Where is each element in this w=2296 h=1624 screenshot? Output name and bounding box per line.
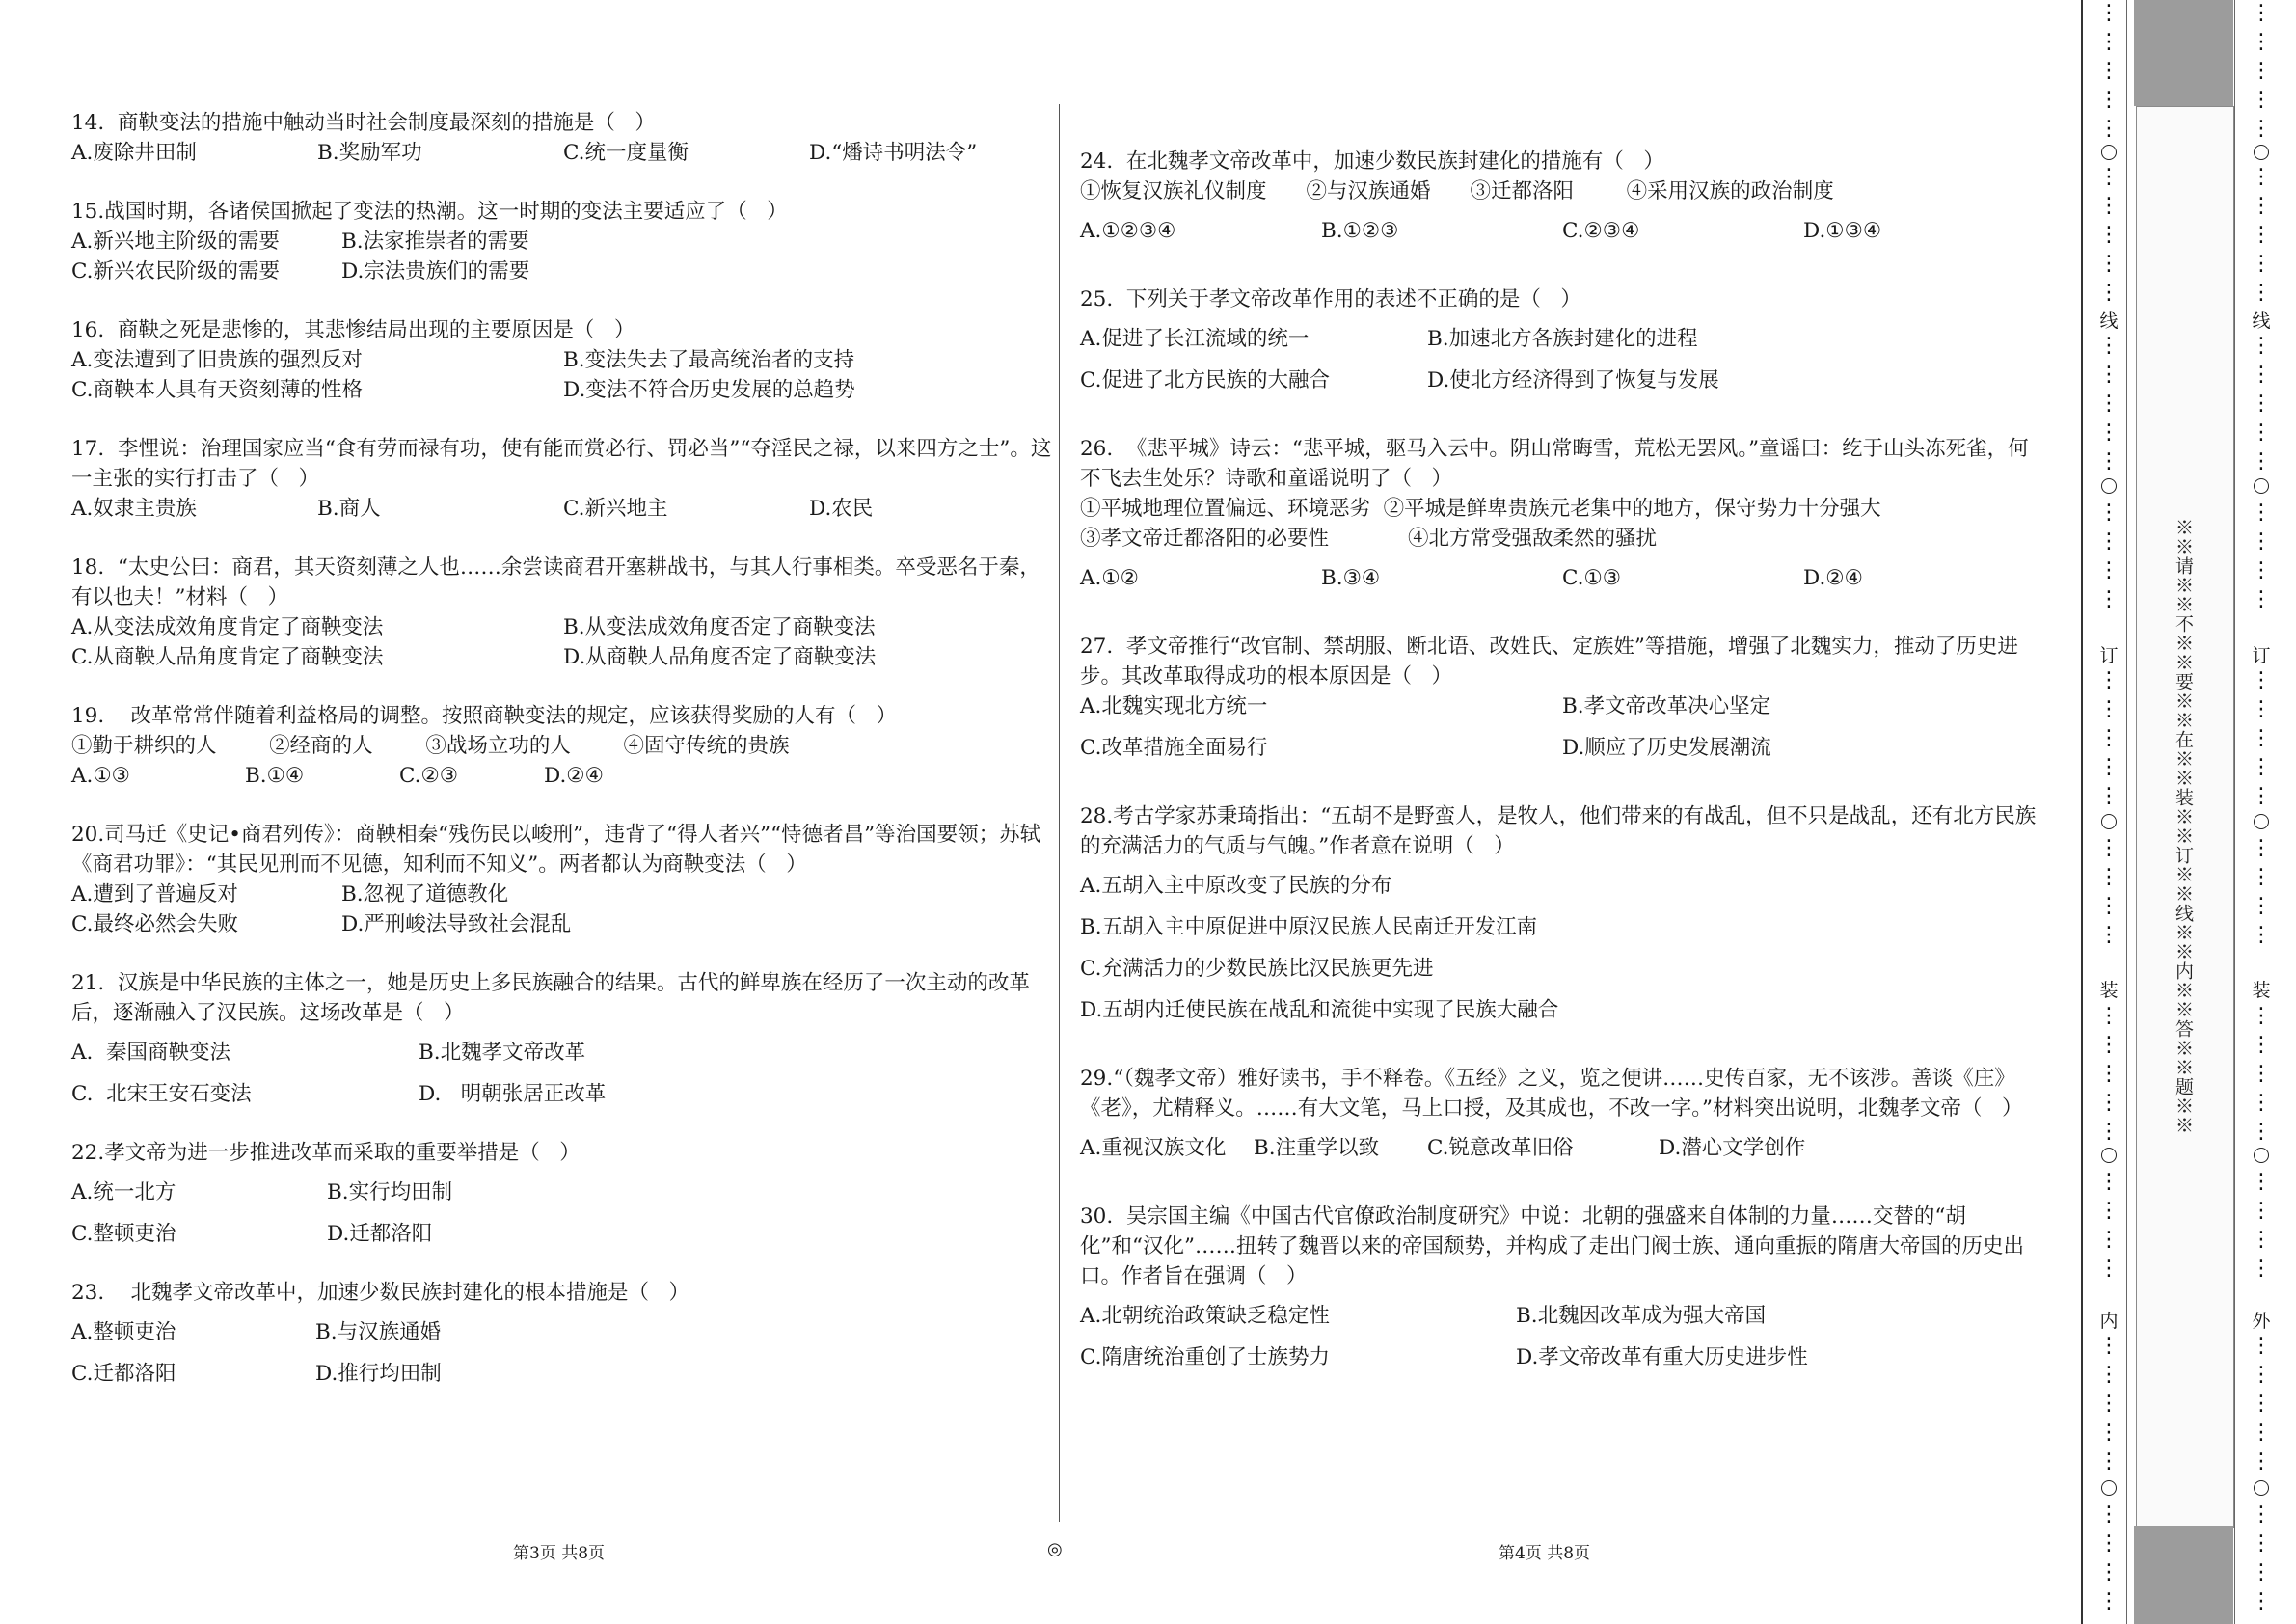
dotted-cut-line: ⋮ [2251, 1257, 2272, 1281]
footer-mark: ◎ [1047, 1539, 1063, 1559]
answer-option: C.充满活力的少数民族比汉民族更先进 [1080, 957, 1434, 981]
answer-option: A.促进了长江流域的统一 [1080, 327, 1310, 351]
dotted-cut-line: ⋮ [2251, 1589, 2272, 1613]
answer-option: D.顺应了历史发展潮流 [1562, 736, 1771, 760]
answer-option: A.北魏实现北方统一 [1080, 694, 1268, 718]
binding-label: 线 [2247, 307, 2276, 333]
answer-options [1080, 1133, 2044, 1163]
dotted-cut-line: ⋮ [2098, 392, 2120, 416]
answer-option: C.②③④ [1562, 219, 1640, 243]
binding-border [2081, 0, 2083, 1624]
answer-option: D. 明朝张居正改革 [419, 1082, 607, 1106]
dotted-cut-line: ⋮ [2098, 59, 2120, 83]
answer-options [71, 138, 1055, 168]
dotted-cut-line: ⋮ [2251, 117, 2272, 141]
binding-hole-circle [2254, 478, 2269, 494]
question-stem: 16. 商鞅之死是悲惨的，其悲惨结局出现的主要原因是（ ） [71, 318, 635, 342]
dotted-cut-line: ⋮ [2098, 1531, 2120, 1556]
dotted-cut-line: ⋮ [2098, 1, 2120, 25]
answer-option: C.新兴地主 [563, 497, 668, 521]
answer-option: C.从商鞅人品角度肯定了商鞅变法 [71, 645, 384, 669]
answer-options [71, 1317, 1055, 1389]
binding-label: 订 [2247, 641, 2276, 667]
answer-option: D.使北方经济得到了恢复与发展 [1427, 368, 1719, 392]
answer-option: B.商人 [317, 497, 381, 521]
answer-option: A.重视汉族文化 [1080, 1136, 1227, 1160]
dotted-cut-line: ⋮ [2098, 1502, 2120, 1527]
answer-option: A. 秦国商鞅变法 [71, 1041, 231, 1065]
question-block [71, 968, 1055, 1109]
question-stem: 20.司马迁《史记•商君列传》：商鞅相秦“残伤民以峻刑”，违背了“得人者兴”“恃德者昌”等治国要领；苏轼《商君功罪》：“其民见刑而不见德，知利而不知义”。两者都认为商鞅变法（ ） [71, 823, 1041, 877]
dotted-cut-line: ⋮ [2251, 558, 2272, 582]
dotted-cut-line: ⋮ [2251, 1062, 2272, 1086]
question-block [71, 553, 1055, 672]
question-statements: ①平城地理位置偏远、环境恶劣 ②平城是鲜卑贵族元老集中的地方，保守势力十分强大 [1080, 497, 1881, 521]
question-block [1080, 284, 2044, 395]
dotted-cut-line: ⋮ [2251, 1199, 2272, 1223]
dotted-cut-line: ⋮ [2251, 697, 2272, 721]
answer-option: B.①②③ [1321, 219, 1399, 243]
answer-options [71, 761, 1055, 791]
question-stem: 25. 下列关于孝文帝改革作用的表述不正确的是（ ） [1080, 287, 1581, 311]
dotted-cut-line: ⋮ [2251, 1228, 2272, 1252]
answer-option: B.注重学以致 [1254, 1136, 1380, 1160]
dotted-cut-line: ⋮ [2098, 117, 2120, 141]
dotted-cut-line: ⋮ [2251, 1004, 2272, 1028]
answer-option: D.严刑峻法导致社会混乱 [341, 912, 572, 936]
answer-option: A.①③ [71, 764, 130, 788]
answer-options [71, 880, 1055, 939]
dotted-cut-line: ⋮ [2251, 363, 2272, 387]
no-answer-notice: ※※请※※不※※要※※在※※装※※订※※线※※内※※答※※题※※ [2173, 518, 2194, 1135]
question-stem: 18. “太史公曰：商君，其天资刻薄之人也……余尝读商君开塞耕战书，与其人行事相类。卒受恶名于秦，有以也夫！”材料（ ） [71, 555, 1040, 609]
answer-option: B.③④ [1321, 566, 1381, 590]
binding-label: 订 [2094, 641, 2123, 667]
dotted-cut-line: ⋮ [2251, 894, 2272, 918]
dotted-cut-line: ⋮ [2098, 1033, 2120, 1057]
answer-option: D.农民 [809, 497, 874, 521]
dotted-cut-line: ⋮ [2251, 334, 2272, 358]
dotted-cut-line: ⋮ [2251, 1560, 2272, 1584]
binding-rule-outer [2234, 0, 2235, 1624]
answer-option: C.改革措施全面易行 [1080, 736, 1268, 760]
dotted-cut-line: ⋮ [2098, 865, 2120, 889]
question-block [71, 820, 1055, 939]
question-block [1080, 1202, 2044, 1372]
dotted-cut-line: ⋮ [2251, 165, 2272, 189]
dotted-cut-line: ⋮ [2251, 223, 2272, 247]
question-block [1080, 434, 2044, 593]
question-stem: 26. 《悲平城》诗云：“悲平城，驱马入云中。阴山常晦雪，荒松无罢风。”童谣曰：纥于山头冻死雀，何不飞去生处乐？诗歌和童谣说明了（ ） [1080, 437, 2029, 491]
answer-option: C.迁都洛阳 [71, 1362, 176, 1386]
question-block [1080, 1064, 2044, 1163]
dotted-cut-line: ⋮ [2251, 449, 2272, 474]
dotted-cut-line: ⋮ [2251, 59, 2272, 83]
dotted-cut-line: ⋮ [2251, 587, 2272, 611]
binding-hole-circle [2101, 814, 2117, 829]
dotted-cut-line: ⋮ [2251, 1449, 2272, 1474]
dotted-cut-line: ⋮ [2098, 165, 2120, 189]
answer-options [71, 227, 1055, 286]
page-number-left: 第3页 共8页 [513, 1544, 606, 1563]
answer-option: B.奖励军功 [317, 141, 422, 165]
dotted-cut-line: ⋮ [2098, 894, 2120, 918]
answer-option: B.孝文帝改革决心坚定 [1562, 694, 1771, 718]
dotted-cut-line: ⋮ [2251, 1363, 2272, 1387]
dotted-cut-line: ⋮ [2251, 252, 2272, 276]
question-stem: 21. 汉族是中华民族的主体之一，她是历史上多民族融合的结果。古代的鲜卑族在经历了一次主动的改革后，逐渐融入了汉民族。这场改革是（ ） [71, 971, 1030, 1025]
binding-gray-block-top [2134, 0, 2233, 106]
answer-option: B.从变法成效角度否定了商鞅变法 [563, 615, 876, 639]
dotted-cut-line: ⋮ [2251, 668, 2272, 692]
answer-options [71, 494, 1055, 524]
dotted-cut-line: ⋮ [2098, 1004, 2120, 1028]
question-statements: ③孝文帝迁都洛阳的必要性 ④北方常受强敌柔然的骚扰 [1080, 527, 1658, 551]
question-statements: ①勤于耕织的人 ②经商的人 ③战场立功的人 ④固守传统的贵族 [71, 734, 790, 758]
dotted-cut-line: ⋮ [2098, 1091, 2120, 1115]
answer-option: B.法家推崇者的需要 [341, 230, 529, 254]
dotted-cut-line: ⋮ [2098, 1257, 2120, 1281]
dotted-cut-line: ⋮ [2098, 252, 2120, 276]
answer-option: A.奴隶主贵族 [71, 497, 197, 521]
dotted-cut-line: ⋮ [2098, 501, 2120, 525]
dotted-cut-line: ⋮ [2098, 668, 2120, 692]
dotted-cut-line: ⋮ [2098, 1334, 2120, 1358]
answer-option: A.废除井田制 [71, 141, 197, 165]
dotted-cut-line: ⋮ [2251, 784, 2272, 808]
answer-option: A.五胡入主中原改变了民族的分布 [1080, 874, 1392, 898]
dotted-cut-line: ⋮ [2098, 1421, 2120, 1445]
dotted-cut-line: ⋮ [2251, 30, 2272, 54]
dotted-cut-line: ⋮ [2098, 923, 2120, 947]
dotted-cut-line: ⋮ [2098, 88, 2120, 112]
question-block [1080, 147, 2044, 246]
column-divider [1059, 104, 1060, 1522]
answer-option: B.五胡入主中原促进中原汉民族人民南迁开发江南 [1080, 915, 1538, 939]
dotted-cut-line: ⋮ [2098, 449, 2120, 474]
answer-option: D.宗法贵族们的需要 [341, 259, 530, 284]
dotted-cut-line: ⋮ [2098, 1449, 2120, 1474]
answer-option: D.五胡内迁使民族在战乱和流徙中实现了民族大融合 [1080, 998, 1559, 1022]
answer-option: D.推行均田制 [315, 1362, 442, 1386]
answer-option: C.促进了北方民族的大融合 [1080, 368, 1331, 392]
answer-option: A.新兴地主阶级的需要 [71, 230, 280, 254]
dotted-cut-line: ⋮ [2251, 88, 2272, 112]
question-stem: 27. 孝文帝推行“改官制、禁胡服、断北语、改姓氏、定族姓”等措施，增强了北魏实力，推动了历史进步。其改革取得成功的根本原因是（ ） [1080, 635, 2018, 689]
answer-options [71, 1177, 1055, 1249]
question-stem: 28.考古学家苏秉琦指出：“五胡不是野蛮人，是牧人，他们带来的有战乱，但不只是战乱，还有北方民族的充满活力的气质与气魄。”作者意在说明（ ） [1080, 804, 2037, 858]
dotted-cut-line: ⋮ [2251, 1170, 2272, 1194]
right-column [1080, 147, 2044, 1411]
dotted-cut-line: ⋮ [2098, 1392, 2120, 1416]
answer-options [1080, 324, 2044, 395]
question-stem: 17. 李悝说：治理国家应当“食有劳而禄有功，使有能而赏必行、罚必当”“夺淫民之禄，以来四方之士”。这一主张的实行打击了（ ） [71, 437, 1052, 491]
answer-option: C. 北宋王安石变法 [71, 1082, 252, 1106]
answer-option: D.孝文帝改革有重大历史进步性 [1516, 1345, 1808, 1369]
dotted-cut-line: ⋮ [2098, 334, 2120, 358]
dotted-cut-line: ⋮ [2098, 1228, 2120, 1252]
dotted-cut-line: ⋮ [2098, 420, 2120, 445]
left-column [71, 108, 1055, 1418]
binding-label: 内 [2094, 1307, 2123, 1333]
dotted-cut-line: ⋮ [2251, 529, 2272, 554]
answer-option: A.①②③④ [1080, 219, 1176, 243]
dotted-cut-line: ⋮ [2098, 194, 2120, 218]
dotted-cut-line: ⋮ [2251, 501, 2272, 525]
page-number-right: 第4页 共8页 [1499, 1544, 1591, 1563]
dotted-cut-line: ⋮ [2251, 1334, 2272, 1358]
question-stem: 23. 北魏孝文帝改革中，加速少数民族封建化的根本措施是（ ） [71, 1281, 690, 1305]
dotted-cut-line: ⋮ [2098, 587, 2120, 611]
question-block [71, 434, 1055, 524]
dotted-cut-line: ⋮ [2251, 194, 2272, 218]
dotted-cut-line: ⋮ [2251, 726, 2272, 750]
binding-label: 外 [2247, 1307, 2276, 1333]
answer-option: C.②③ [399, 764, 459, 788]
question-block [71, 1138, 1055, 1249]
answer-option: C.最终必然会失败 [71, 912, 239, 936]
binding-hole-circle [2254, 1480, 2269, 1496]
answer-options [1080, 216, 2044, 246]
question-block [1080, 801, 2044, 1025]
dotted-cut-line: ⋮ [2098, 1170, 2120, 1194]
answer-option: A.整顿吏治 [71, 1320, 176, 1344]
binding-gray-block-bottom [2134, 1526, 2233, 1624]
answer-option: D.“燔诗书明法令” [809, 141, 978, 165]
answer-option: D.②④ [544, 764, 604, 788]
answer-option: D.从商鞅人品角度否定了商鞅变法 [563, 645, 877, 669]
answer-options [1080, 871, 2044, 1025]
dotted-cut-line: ⋮ [2098, 30, 2120, 54]
question-statements: ①恢复汉族礼仪制度 ②与汉族通婚 ③迁都洛阳 ④采用汉族的政治制度 [1080, 179, 1834, 203]
binding-rule-inner [2126, 0, 2127, 1624]
answer-option: C.整顿吏治 [71, 1222, 176, 1246]
binding-hole-circle [2254, 814, 2269, 829]
answer-option: A.遭到了普遍反对 [71, 882, 238, 907]
answer-option: D.②④ [1803, 566, 1863, 590]
dotted-cut-line: ⋮ [2251, 281, 2272, 305]
dotted-cut-line: ⋮ [2251, 1033, 2272, 1057]
answer-option: B.实行均田制 [327, 1180, 453, 1204]
dotted-cut-line: ⋮ [2098, 697, 2120, 721]
answer-option: B.加速北方各族封建化的进程 [1427, 327, 1698, 351]
answer-option: B.变法失去了最高统治者的支持 [563, 348, 855, 372]
answer-options [71, 345, 1055, 405]
dotted-cut-line: ⋮ [2098, 1120, 2120, 1144]
dotted-cut-line: ⋮ [2098, 836, 2120, 860]
answer-option: A.①② [1080, 566, 1139, 590]
question-block [71, 108, 1055, 168]
binding-hole-circle [2254, 145, 2269, 160]
answer-options [1080, 691, 2044, 763]
dotted-cut-line: ⋮ [2251, 1531, 2272, 1556]
binding-label: 装 [2094, 976, 2123, 1002]
answer-option: D.变法不符合历史发展的总趋势 [563, 378, 855, 402]
question-block [71, 1278, 1055, 1389]
answer-option: D.①③④ [1803, 219, 1882, 243]
dotted-cut-line: ⋮ [2251, 1120, 2272, 1144]
dotted-cut-line: ⋮ [2251, 865, 2272, 889]
dotted-cut-line: ⋮ [2251, 392, 2272, 416]
dotted-cut-line: ⋮ [2251, 1, 2272, 25]
answer-option: C.商鞅本人具有天资刻薄的性格 [71, 378, 364, 402]
answer-option: C.①③ [1562, 566, 1622, 590]
answer-option: A.北朝统治政策缺乏稳定性 [1080, 1304, 1330, 1328]
answer-options [1080, 563, 2044, 593]
dotted-cut-line: ⋮ [2098, 363, 2120, 387]
binding-label: 线 [2094, 307, 2123, 333]
dotted-cut-line: ⋮ [2251, 923, 2272, 947]
dotted-cut-line: ⋮ [2098, 726, 2120, 750]
answer-option: A.变法遭到了旧贵族的强烈反对 [71, 348, 363, 372]
question-block [1080, 632, 2044, 763]
dotted-cut-line: ⋮ [2251, 1502, 2272, 1527]
answer-option: B.忽视了道德教化 [341, 882, 509, 907]
dotted-cut-line: ⋮ [2098, 1363, 2120, 1387]
question-stem: 30. 吴宗国主编《中国古代官僚政治制度研究》中说：北朝的强盛来自体制的力量……交替的“胡化”和“汉化”……扭转了魏晋以来的帝国颓势，并构成了走出门阀士族、通向重振的隋唐大帝国的历史出口。作者旨在强调（ ） [1080, 1204, 2024, 1288]
binding-hole-circle [2101, 1480, 2117, 1496]
answer-options [1080, 1301, 2044, 1372]
question-stem: 14. 商鞅变法的措施中触动当时社会制度最深刻的措施是（ ） [71, 111, 656, 135]
answer-option: C.统一度量衡 [563, 141, 689, 165]
question-stem: 15.战国时期，各诸侯国掀起了变法的热潮。这一时期的变法主要适应了（ ） [71, 200, 788, 224]
answer-options [71, 1038, 1055, 1109]
answer-option: C.新兴农民阶级的需要 [71, 259, 281, 284]
dotted-cut-line: ⋮ [2098, 558, 2120, 582]
dotted-cut-line: ⋮ [2098, 1062, 2120, 1086]
answer-option: A.从变法成效角度肯定了商鞅变法 [71, 615, 384, 639]
question-stem: 24. 在北魏孝文帝改革中，加速少数民族封建化的措施有（ ） [1080, 149, 1664, 174]
binding-hole-circle [2101, 478, 2117, 494]
question-stem: 29.“（魏孝文帝）雅好读书，手不释卷。《五经》之义，览之便讲……史传百家，无不该涉。善谈《庄》《老》，尤精释义。……有大文笔，马上口授，及其成也，不改一字。”材料突出说明，北魏孝文帝（ ） [1080, 1067, 2023, 1121]
answer-option: B.北魏因改革成为强大帝国 [1516, 1304, 1767, 1328]
dotted-cut-line: ⋮ [2098, 1199, 2120, 1223]
answer-option: C.锐意改革旧俗 [1427, 1136, 1574, 1160]
binding-hole-circle [2254, 1148, 2269, 1163]
answer-option: B.北魏孝文帝改革 [419, 1041, 586, 1065]
answer-options [71, 612, 1055, 672]
question-stem: 22.孝文帝为进一步推进改革而采取的重要举措是（ ） [71, 1141, 581, 1165]
dotted-cut-line: ⋮ [2251, 1421, 2272, 1445]
dotted-cut-line: ⋮ [2251, 1392, 2272, 1416]
dotted-cut-line: ⋮ [2098, 223, 2120, 247]
question-block [71, 701, 1055, 791]
dotted-cut-line: ⋮ [2098, 1560, 2120, 1584]
answer-option: B.①④ [245, 764, 305, 788]
binding-label: 装 [2247, 976, 2276, 1002]
answer-option: D.潜心文学创作 [1659, 1136, 1806, 1160]
dotted-cut-line: ⋮ [2251, 420, 2272, 445]
dotted-cut-line: ⋮ [2098, 784, 2120, 808]
answer-option: B.与汉族通婚 [315, 1320, 442, 1344]
dotted-cut-line: ⋮ [2251, 755, 2272, 779]
question-block [71, 197, 1055, 286]
answer-option: A.统一北方 [71, 1180, 176, 1204]
binding-hole-circle [2101, 145, 2117, 160]
dotted-cut-line: ⋮ [2098, 755, 2120, 779]
answer-option: D.迁都洛阳 [327, 1222, 433, 1246]
dotted-cut-line: ⋮ [2251, 836, 2272, 860]
question-stem: 19. 改革常常伴随着利益格局的调整。按照商鞅变法的规定，应该获得奖励的人有（ ） [71, 704, 898, 728]
binding-hole-circle [2101, 1148, 2117, 1163]
dotted-cut-line: ⋮ [2251, 1091, 2272, 1115]
answer-option: C.隋唐统治重创了士族势力 [1080, 1345, 1331, 1369]
dotted-cut-line: ⋮ [2098, 281, 2120, 305]
question-block [71, 315, 1055, 405]
dotted-cut-line: ⋮ [2098, 529, 2120, 554]
dotted-cut-line: ⋮ [2098, 1589, 2120, 1613]
